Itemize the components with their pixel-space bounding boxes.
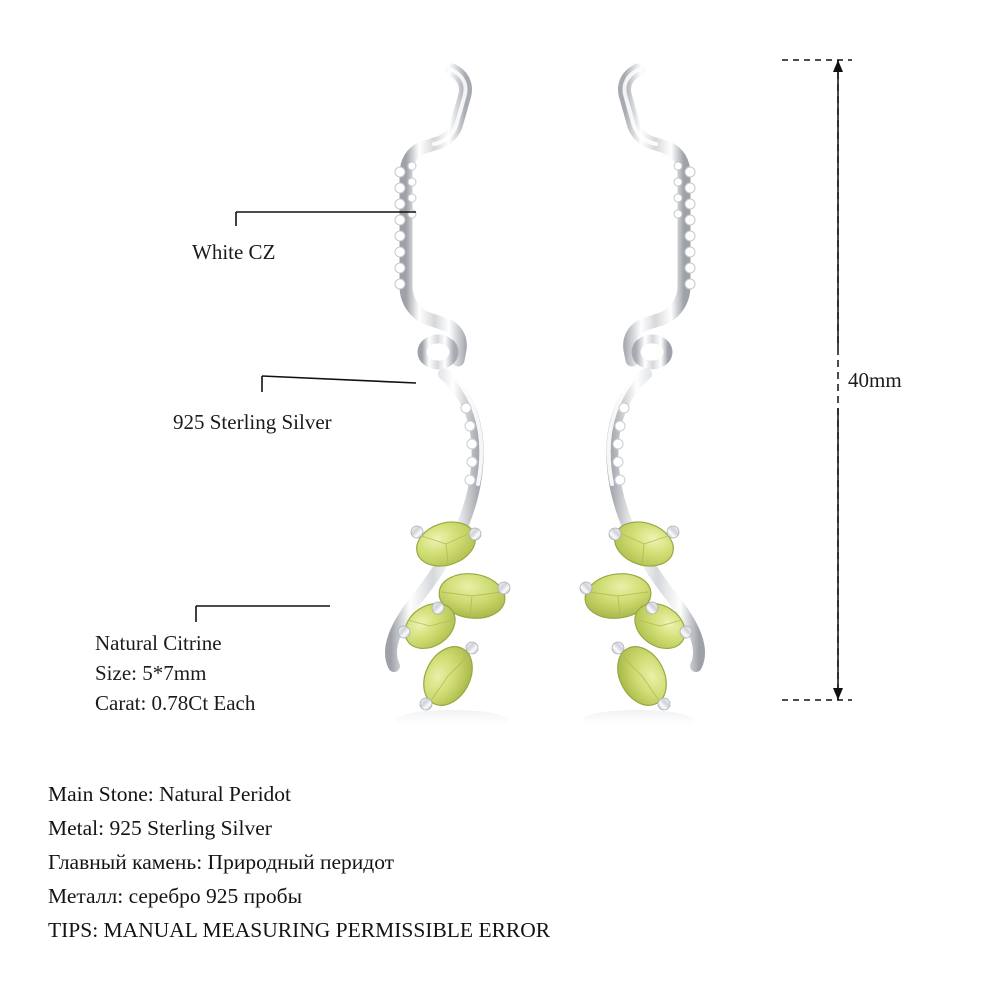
callout-natural-citrine xyxy=(95,629,255,718)
callout-white-cz: White CZ xyxy=(192,240,276,264)
spec-line-main-stone-ru: Главный камень: Природный перидот xyxy=(48,849,395,874)
spec-line-main-stone: Main Stone: Natural Peridot xyxy=(48,782,292,806)
spec-line-tips: TIPS: MANUAL MEASURING PERMISSIBLE ERROR xyxy=(48,917,551,942)
dimension-label-40mm: 40mm xyxy=(848,368,902,392)
spec-line-metal-ru: Металл: серебро 925 пробы xyxy=(48,883,303,908)
citrine-carat-line: Carat: 0.78Ct Each xyxy=(95,690,256,715)
citrine-name-line: Natural Citrine xyxy=(95,631,222,655)
citrine-size-line: Size: 5*7mm xyxy=(95,660,207,685)
earring-right xyxy=(550,40,730,730)
spec-line-metal: Metal: 925 Sterling Silver xyxy=(48,815,272,840)
specification-block xyxy=(48,778,550,948)
product-illustration xyxy=(330,40,730,730)
earring-left xyxy=(360,40,540,730)
callout-sterling-silver: 925 Sterling Silver xyxy=(173,410,332,434)
